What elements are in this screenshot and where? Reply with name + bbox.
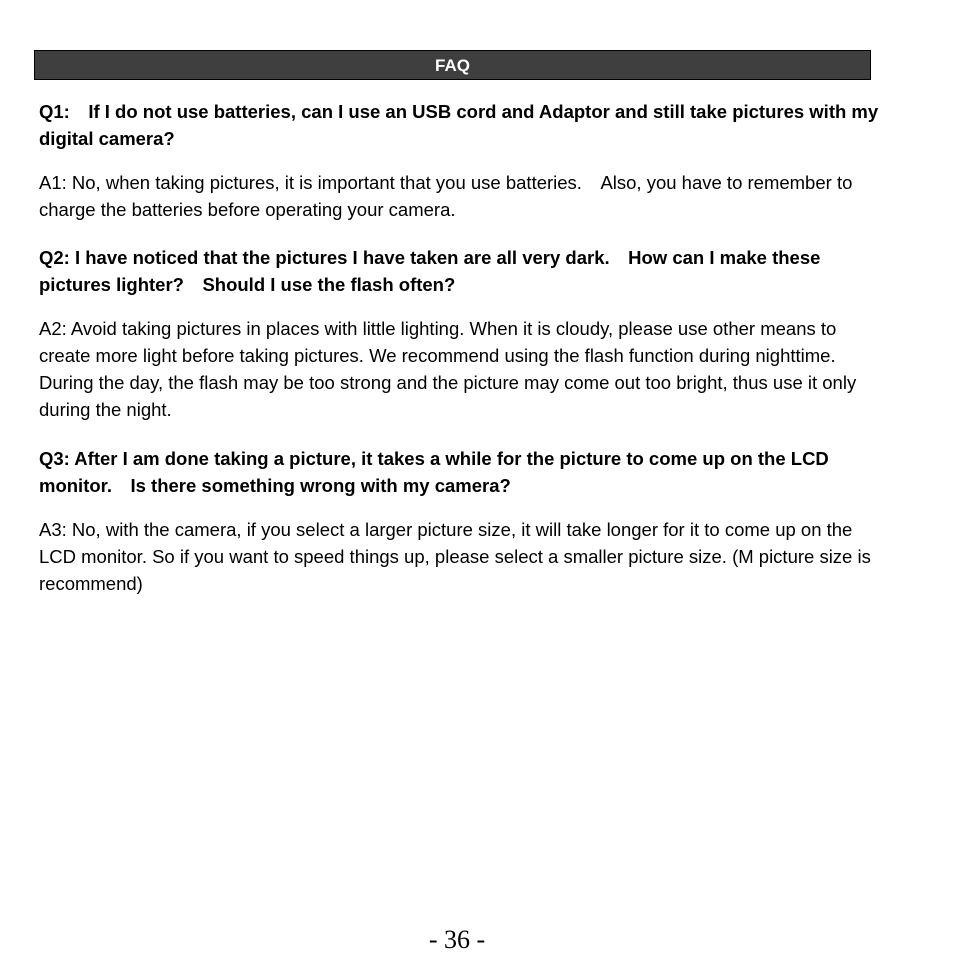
faq-section-header xyxy=(34,50,871,80)
faq-question-2: Q2: I have noticed that the pictures I have taken are all very dark. How can I make these pictures lighter? Should I use the flash often? xyxy=(39,247,826,295)
faq-answer-3: A3: No, with the camera, if you select a larger picture size, it will take longer for it to come up on the LCD monitor. So if you want to speed things up, please select a smaller picture size. (M picture size is recommend) xyxy=(39,519,876,594)
faq-header-title: FAQ xyxy=(435,56,470,75)
faq-question-1: Q1: If I do not use batteries, can I use an USB cord and Adaptor and still take pictures with my digital camera? xyxy=(39,101,884,149)
faq-question-3: Q3: After I am done taking a picture, it takes a while for the picture to come up on the LCD monitor. Is there something wrong with my camera? xyxy=(39,448,834,496)
faq-answer-1: A1: No, when taking pictures, it is important that you use batteries. Also, you have to remember to charge the batteries before operating your camera. xyxy=(39,172,858,220)
faq-content xyxy=(39,98,889,597)
faq-answer-2: A2: Avoid taking pictures in places with little lighting. When it is cloudy, please use other means to create more light before taking pictures. We recommend using the flash function during nighttime. During the day, the flash may be too strong and the picture may come out too bright, thus use it only during the night. xyxy=(39,318,862,420)
page-number: - 36 - xyxy=(428,925,486,954)
